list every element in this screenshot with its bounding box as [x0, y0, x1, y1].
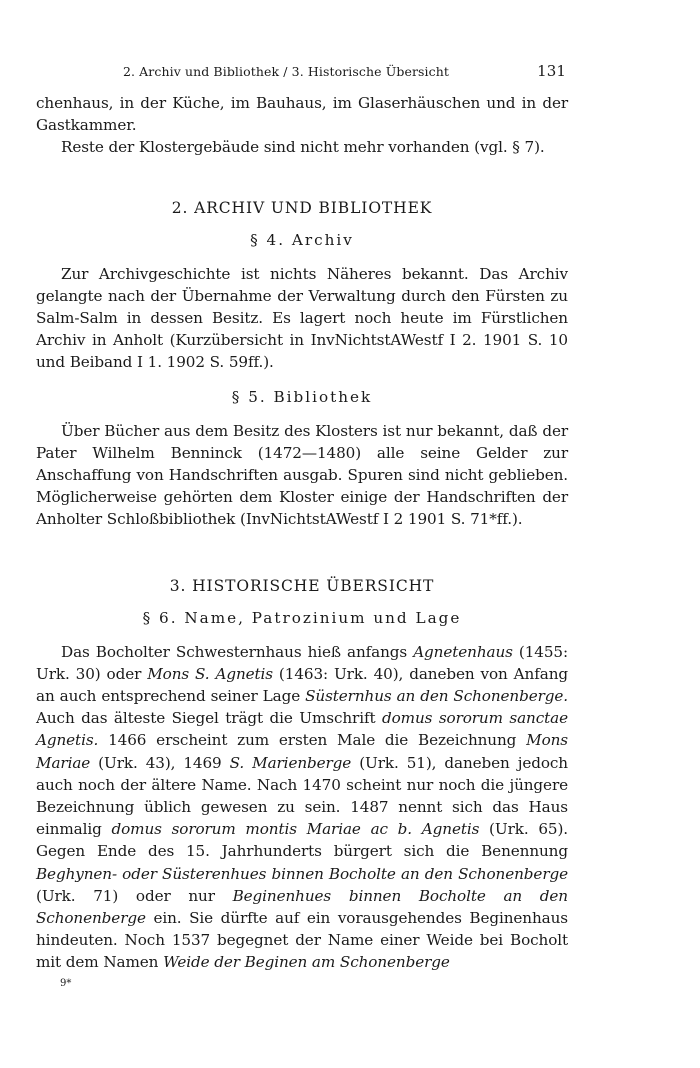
italic-term: Beghynen- oder Süsterenhues binnen Bocholte an den Schonenberge — [36, 864, 568, 883]
italic-term: Beginenhues binnen Bocholte an den Schonenberge — [36, 886, 568, 928]
name-paragraph — [36, 641, 568, 974]
section-heading-archive: § 4. Archiv — [250, 230, 354, 249]
paragraph-text: (Urk. 65). Gegen Ende des 15. Jahrhunderts bürgert sich die Benennung — [36, 820, 568, 861]
section-heading-name-patronage-location: § 6. Name, Patrozinium und Lage — [142, 608, 462, 627]
italic-term: Süsternhus an den Schonenberge. — [305, 687, 569, 706]
chapter-heading-historical-overview: 3. HISTORISCHE ÜBERSICHT — [169, 576, 435, 595]
paragraph-text: (1455: Urk. 30) oder — [36, 642, 568, 683]
continuation-paragraph: chenhaus, in der Küche, im Bauhaus, im Glaserhäuschen und in der Gastkammer. — [36, 94, 568, 135]
italic-term: Agnetenhaus — [413, 642, 513, 661]
italic-term: S. Marienberge — [229, 753, 352, 772]
italic-term: domus sororum montis Mariae ac b. Agnetis — [111, 820, 480, 839]
archive-paragraph: Zur Archivgeschichte ist nichts Näheres bekannt. Das Archiv gelangte nach der Übernahme der Verwaltung durch den Fürsten zu Salm-Salm in dessen Besitz. Es lagert noch heute im Fürstlichen Archiv in Anholt (Kurzübersicht in InvNichtstAWestf I 2. 1901 S. 10 und Beiband I 1. 1902 S. 59ff.). — [36, 264, 568, 372]
section-heading-library: § 5. Bibliothek — [231, 387, 373, 406]
page-number: 131 — [537, 62, 566, 80]
italic-term: Weide der Beginen am Schonenberge — [163, 953, 450, 972]
paragraph-text: ein. Sie dürfte auf ein vorausgehendes Beginenhaus hindeuten. Noch 1537 begegnet der Name einer Weide bei Bocholt mit dem Namen — [36, 909, 568, 972]
running-head — [36, 62, 568, 82]
sheet-signature: 9* — [60, 977, 72, 989]
paragraph-text: (Urk. 71) oder nur — [36, 886, 233, 905]
remains-paragraph: Reste der Klostergebäude sind nicht mehr vorhanden (vgl. § 7). — [61, 138, 545, 157]
italic-term: domus sororum sanctae Agnetis. — [36, 709, 568, 750]
italic-term: Mons S. Agnetis — [147, 664, 273, 683]
paragraph-text: Auch das älteste Siegel trägt die Umschrift — [36, 709, 382, 728]
library-paragraph: Über Bücher aus dem Besitz des Klosters ist nur bekannt, daß der Pater Wilhelm Benninck (1472—1480) alle seine Gelder zur Anschaffung von Handschriften ausgab. Spuren sind nicht geblieben. Möglicherweise gehörten dem Kloster einige der Handschriften der Anholter Schloßbibliothek (InvNichtstAWestf I 2 1901 S. 71*ff.). — [36, 421, 568, 529]
paragraph-text: Das Bocholter Schwesternhaus hieß anfangs — [61, 642, 414, 661]
paragraph-text: (Urk. 51), daneben jedoch auch noch der ältere Name. Nach 1470 scheint nur noch die jüngere Bezeichnung üblich gewesen zu sein. 1487 nennt sich das Haus einmalig — [36, 753, 568, 839]
book-page — [36, 62, 568, 989]
running-head-title: 2. Archiv und Bibliothek / 3. Historische Übersicht — [122, 64, 450, 79]
italic-term: Mons Mariae — [36, 731, 568, 772]
paragraph-text: (Urk. 43), 1469 — [90, 753, 230, 772]
paragraph-text: (1463: Urk. 40), daneben von Anfang an auch entsprechend seiner Lage — [36, 664, 568, 706]
chapter-heading-archive-library: 2. ARCHIV UND BIBLIOTHEK — [171, 198, 433, 217]
paragraph-text: 1466 erscheint zum ersten Male die Bezeichnung — [98, 731, 527, 750]
